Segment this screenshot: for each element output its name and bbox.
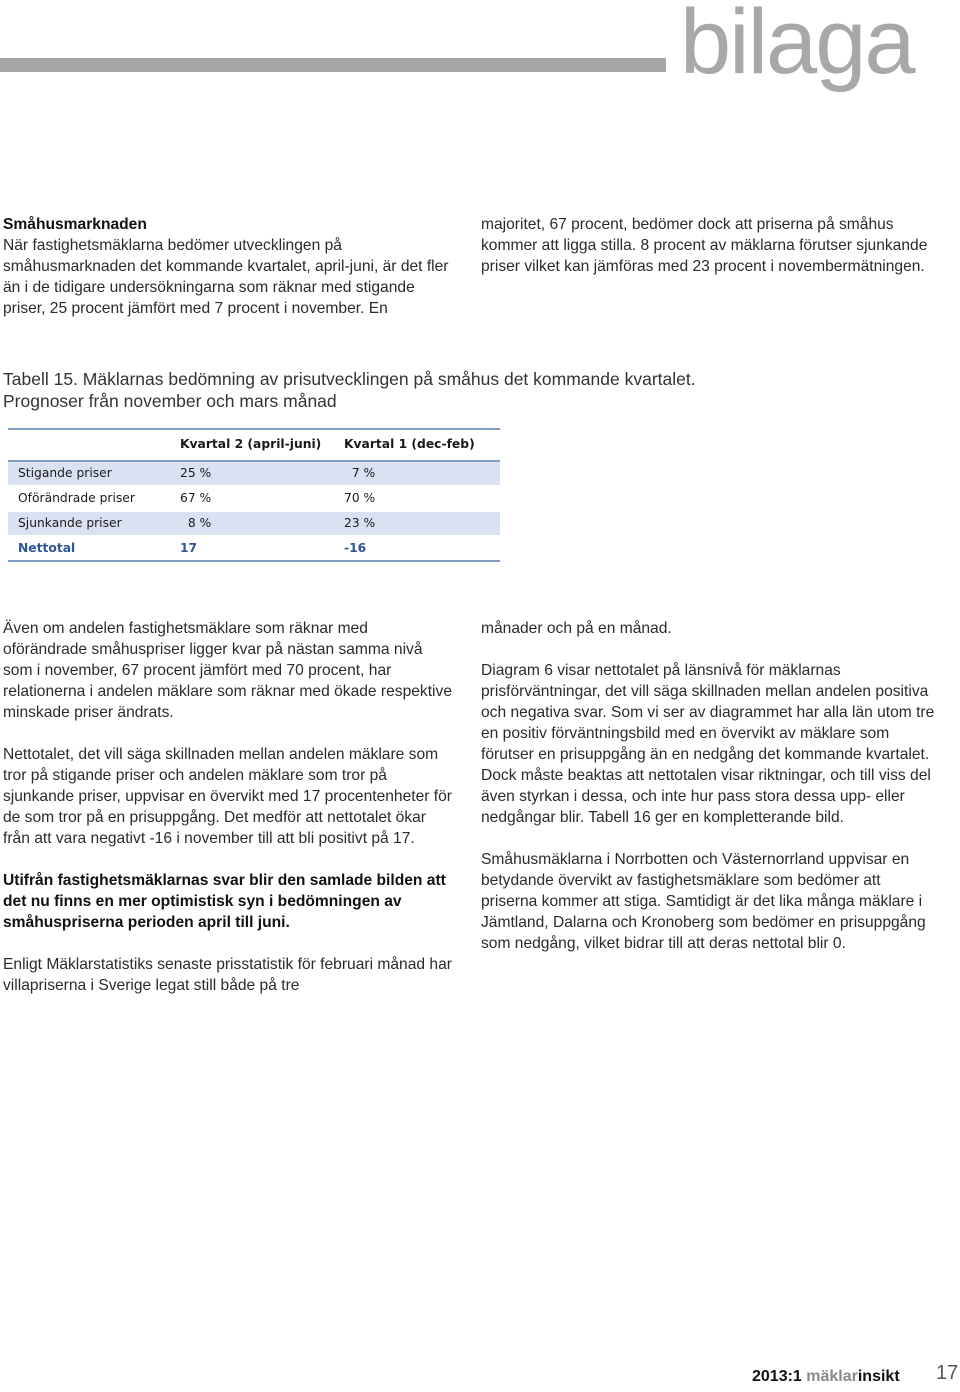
table-cell: 7 % xyxy=(344,466,376,480)
footer-brand xyxy=(752,1368,900,1386)
table-caption-line2: Prognoser från november och mars månad xyxy=(3,391,337,411)
page-number: 17 xyxy=(936,1362,959,1384)
paragraph: Enligt Mäklarstatistiks senaste prisstatistik för februari månad har villapriserna i Sverige legat still både på tre xyxy=(3,956,452,994)
intro-left-column xyxy=(3,214,455,319)
table-cell: Nettotal xyxy=(18,541,76,555)
table-cell: 70 % xyxy=(344,491,376,505)
table-row xyxy=(8,512,500,537)
intro-right-text: majoritet, 67 procent, bedömer dock att priserna på småhus kommer att ligga stilla. 8 procent av mäklarna förutser sjunkande priser vilket kan jämföras med 23 procent i novembermätningen. xyxy=(481,216,928,275)
header-bar xyxy=(0,58,666,72)
table-cell: Oförändrade priser xyxy=(18,491,135,505)
body-left-column xyxy=(3,618,455,1017)
price-forecast-table xyxy=(8,428,500,562)
table-cell: 17 xyxy=(180,541,198,555)
brand-part-b: insikt xyxy=(857,1368,900,1385)
paragraph: Diagram 6 visar nettotalet på länsnivå för mäklarnas prisförväntningar, det vill säga skillnaden mellan andelen positiva och negativa svar. Som vi ser av diagrammet har alla län utom tre en positiv förväntningsbild med en övervikt av mäklare som förutser en prisuppgång än en nedgång det kommande kvartalet. Dock måste beaktas att nettotalen visar riktningar, och till viss del även styrkan i dessa, och inte hur pass stora dessa upp- eller nedgångar blir. Tabell 16 ger en kompletterande bild. xyxy=(481,662,935,826)
brand-part-a: mäklar xyxy=(806,1368,858,1385)
table-header-row xyxy=(8,428,500,462)
paragraph: månader och på en månad. xyxy=(481,620,672,637)
table-cell: 67 % xyxy=(180,491,212,505)
table-caption xyxy=(3,368,763,412)
table-cell: 8 % xyxy=(180,516,212,530)
table-row-total xyxy=(8,537,500,562)
paragraph: Nettotalet, det vill säga skillnaden mellan andelen mäklare som tror på stigande priser och andelen mäklare som tror på sjunkande priser, uppvisar en övervikt med 17 procentenheter för de som tror på en prisuppgång. Det medför att nettotalet ökar från att vara negativt -16 i november till att bli positivt på 17. xyxy=(3,746,453,847)
table-header-cell: Kvartal 1 (dec-feb) xyxy=(344,437,475,451)
table-row xyxy=(8,462,500,487)
table-cell: 25 % xyxy=(180,466,212,480)
paragraph-emphasis: Utifrån fastighetsmäklarnas svar blir den samlade bilden att det nu finns en mer optimistisk syn i bedömningen av småhuspriserna perioden april till juni. xyxy=(3,872,446,931)
paragraph: Även om andelen fastighetsmäklare som räknar med oförändrade småhuspriser ligger kvar på nästan samma nivå som i november, 67 procent jämfört med 70 procent, har relationerna i andelen mäklare som räknar med ökade respektive minskade priser ändrats. xyxy=(3,620,452,721)
table-header-cell: Kvartal 2 (april-juni) xyxy=(180,437,322,451)
table-cell: Sjunkande priser xyxy=(18,516,122,530)
table-caption-line1: Tabell 15. Mäklarnas bedömning av prisutvecklingen på småhus det kommande kvartalet. xyxy=(3,369,696,389)
table-cell: Stigande priser xyxy=(18,466,112,480)
intro-right-column xyxy=(481,214,941,277)
section-heading: Småhusmarknaden xyxy=(3,216,147,233)
issue-number: 2013:1 xyxy=(752,1368,807,1385)
paragraph: Småhusmäklarna i Norrbotten och Västernorrland uppvisar en betydande övervikt av fastighetsmäklare som bedömer att priserna kommer att stiga. Samtidigt är det lika många mäklare i Jämtland, Dalarna och Kronoberg som bedömer en prisuppgång som nedgång, vilket bidrar till att deras nettotal blir 0. xyxy=(481,851,926,952)
table-cell: 23 % xyxy=(344,516,376,530)
table-cell: -16 xyxy=(344,541,367,555)
table-row xyxy=(8,487,500,512)
intro-left-text: När fastighetsmäklarna bedömer utvecklingen på småhusmarknaden det kommande kvartalet, april-juni, är det fler än i de tidigare undersökningarna som räknar med stigande priser, 25 procent jämfört med 7 procent i november. En xyxy=(3,237,449,317)
body-right-column xyxy=(481,618,941,975)
section-title: bilaga xyxy=(680,0,914,93)
